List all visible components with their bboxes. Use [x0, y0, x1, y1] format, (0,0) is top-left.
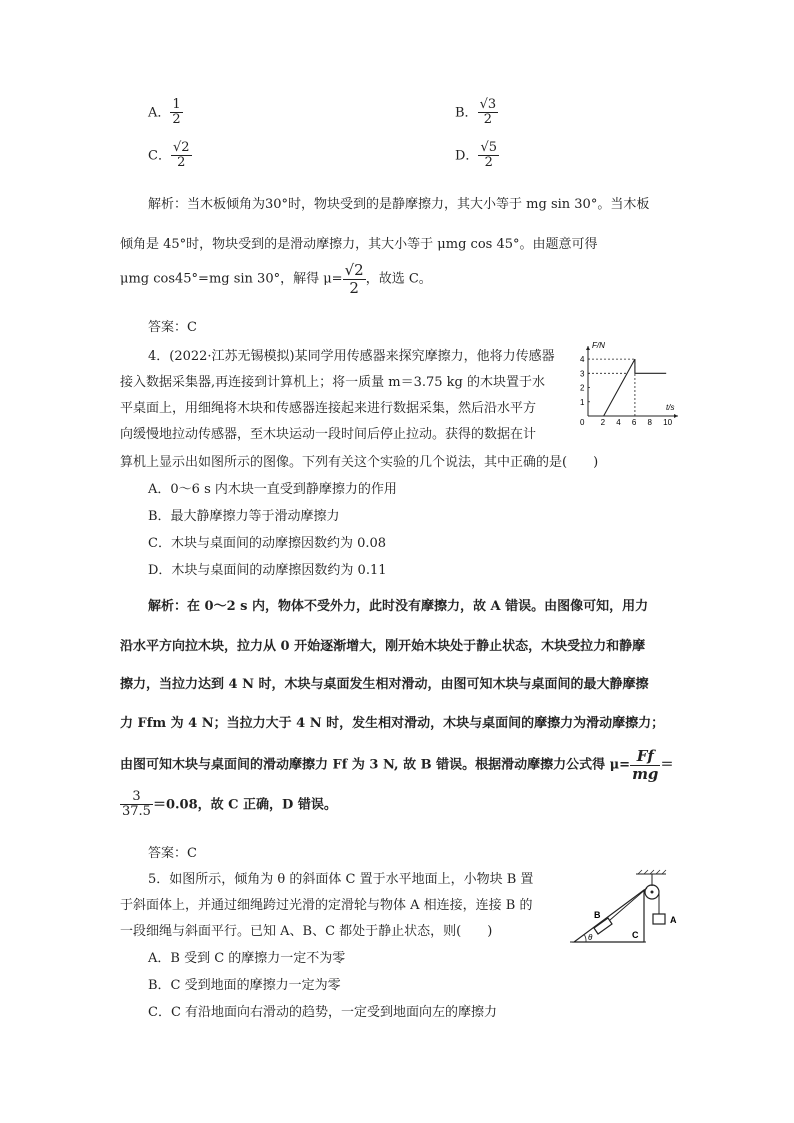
string-b	[610, 888, 647, 920]
ceiling-hatch	[638, 870, 666, 874]
y-tick-label: 1	[580, 397, 585, 407]
q4-stem-line-3: 平桌面上，用细绳将木块和传感器连接起来进行数据采集，然后沿水平方	[120, 401, 537, 416]
frac-num: √3	[479, 97, 497, 112]
q5-option-c: C．C 有沿地面向右滑动的趋势，一定受到地面向左的摩擦力	[148, 1005, 498, 1020]
q4-option-c: C．木块与桌面间的动摩擦因数约为 0.08	[148, 536, 387, 551]
q3-option-d	[455, 141, 499, 171]
theta-arc	[585, 935, 587, 942]
analysis-text: μmg cos45°=mg sin 30°，解得 μ=	[120, 271, 343, 287]
frac-num: 1	[172, 97, 181, 112]
analysis-text: 由图可知木块与桌面间的滑动摩擦力 Ff 为 3 N, 故 B 错误。根据滑动摩擦力公式得 μ=	[120, 757, 631, 773]
frac-num: √5	[480, 140, 497, 155]
q5-stem-line-1: 5．如图所示，倾角为 θ 的斜面体 C 置于水平地面上，小物块 B 置	[148, 872, 534, 887]
frac-num: Ff	[630, 748, 660, 766]
frac-den: 37.5	[122, 804, 151, 820]
q3-option-a	[148, 98, 183, 128]
analysis-tail: ＝0.08，故 C 正确，D 错误。	[152, 797, 337, 813]
q4-analysis-line-4: 力 Ffm 为 4 N；当拉力大于 4 N 时，发生相对滑动，木块与桌面间的摩擦力为滑动摩擦力；	[120, 716, 665, 731]
frac-den: 2	[349, 278, 359, 297]
q4-option-d: D．木块与桌面间的动摩擦因数约为 0.11	[148, 563, 387, 578]
q3-analysis-line-1: 解析：当木板倾角为30°时，物块受到的是静摩擦力，其大小等于 mg sin 30°。当木板	[148, 197, 650, 212]
q4-analysis-line-2: 沿水平方向拉木块，拉力从 0 开始逐渐增大，刚开始木块处于静止状态，木块受拉力和静摩	[120, 639, 646, 654]
option-letter: C．	[148, 148, 171, 164]
x-axis-arrow	[674, 414, 678, 418]
q4-stem-line-1: 4．(2022·江苏无锡模拟)某同学用传感器来探究摩擦力，他将力传感器	[148, 349, 555, 364]
q4-stem-line-4: 向缓慢地拉动传感器，至木块运动一段时间后停止拉动。获得的数据在计	[120, 427, 537, 442]
option-letter: A．	[148, 105, 171, 121]
chart-plot	[580, 341, 678, 426]
frac-den: 2	[483, 112, 492, 128]
x-tick-label: 8	[647, 418, 652, 426]
q4-analysis-line-6	[120, 790, 337, 820]
equals-sign: ＝	[660, 757, 674, 773]
q4-answer: 答案：C	[148, 846, 197, 861]
option-letter: D．	[455, 148, 479, 164]
q5-option-a: A．B 受到 C 的摩擦力一定不为零	[148, 951, 346, 966]
q5-option-b: B．C 受到地面的摩擦力一定为零	[148, 978, 341, 993]
frac-den: mg	[632, 764, 659, 783]
q4-option-b: B．最大静摩擦力等于滑动摩擦力	[148, 509, 340, 524]
y-tick-label: 4	[580, 355, 585, 365]
q3-option-b	[455, 98, 498, 128]
y-tick-label: 3	[580, 369, 585, 379]
x-tick-label: 10	[663, 418, 673, 426]
analysis-tail: ，故选 C。	[365, 271, 432, 287]
incline-pulley-figure	[566, 868, 690, 946]
force-time-chart	[566, 338, 684, 426]
q3-option-c	[148, 141, 192, 171]
q3-answer: 答案：C	[148, 320, 197, 335]
q4-analysis-line-1: 解析：在 0～2 s 内，物体不受外力，此时没有摩擦力，故 A 错误。由图像可知，用力	[148, 599, 649, 614]
q4-analysis-line-5	[120, 748, 673, 782]
frac-den: 2	[172, 112, 181, 128]
x-tick-label: 4	[616, 418, 621, 426]
force-series-line	[588, 359, 666, 416]
q5-stem-line-2: 于斜面体上，并通过细绳跨过光滑的定滑轮与物体 A 相连接，连接 B 的	[120, 898, 533, 913]
y-axis-arrow	[586, 346, 590, 350]
frac-num: √2	[344, 261, 364, 279]
label-c: C	[632, 930, 639, 940]
option-letter: B．	[455, 105, 478, 121]
frac-num: √2	[172, 140, 190, 155]
q3-analysis-line-3	[120, 262, 432, 296]
label-a: A	[670, 915, 677, 925]
q5-stem-line-3: 一段细绳与斜面平行。已知 A、B、C 都处于静止状态，则( )	[120, 924, 493, 939]
y-axis-label: F/N	[592, 341, 605, 350]
pulley-axle	[651, 891, 654, 894]
x-axis-label: t/s	[666, 403, 675, 412]
q4-option-a: A．0～6 s 内木块一直受到静摩擦力的作用	[148, 482, 397, 497]
x-tick-label: 0	[580, 418, 585, 426]
q4-stem-line-2: 接入数据采集器,再连接到计算机上；将一质量 m＝3.75 kg 的木块置于水	[120, 375, 546, 390]
frac-den: 2	[177, 155, 186, 171]
x-tick-label: 2	[600, 418, 606, 426]
q4-stem-line-5: 算机上显示出如图所示的图像。下列有关这个实验的几个说法，其中正确的是( )	[120, 455, 599, 470]
frac-den: 2	[484, 155, 493, 171]
q4-analysis-line-3: 擦力，当拉力达到 4 N 时，木块与桌面发生相对滑动，由图可知木块与桌面间的最大静摩擦	[120, 677, 649, 692]
x-tick-label: 6	[631, 418, 637, 426]
label-b: B	[594, 910, 601, 920]
block-a	[653, 914, 665, 924]
frac-num: 3	[120, 790, 153, 805]
y-tick-label: 2	[580, 383, 585, 393]
q3-analysis-line-2: 倾角是 45°时，物块受到的是滑动摩擦力，其大小等于 μmg cos 45°。由题意可得	[120, 237, 598, 252]
theta-label: θ	[588, 933, 593, 942]
